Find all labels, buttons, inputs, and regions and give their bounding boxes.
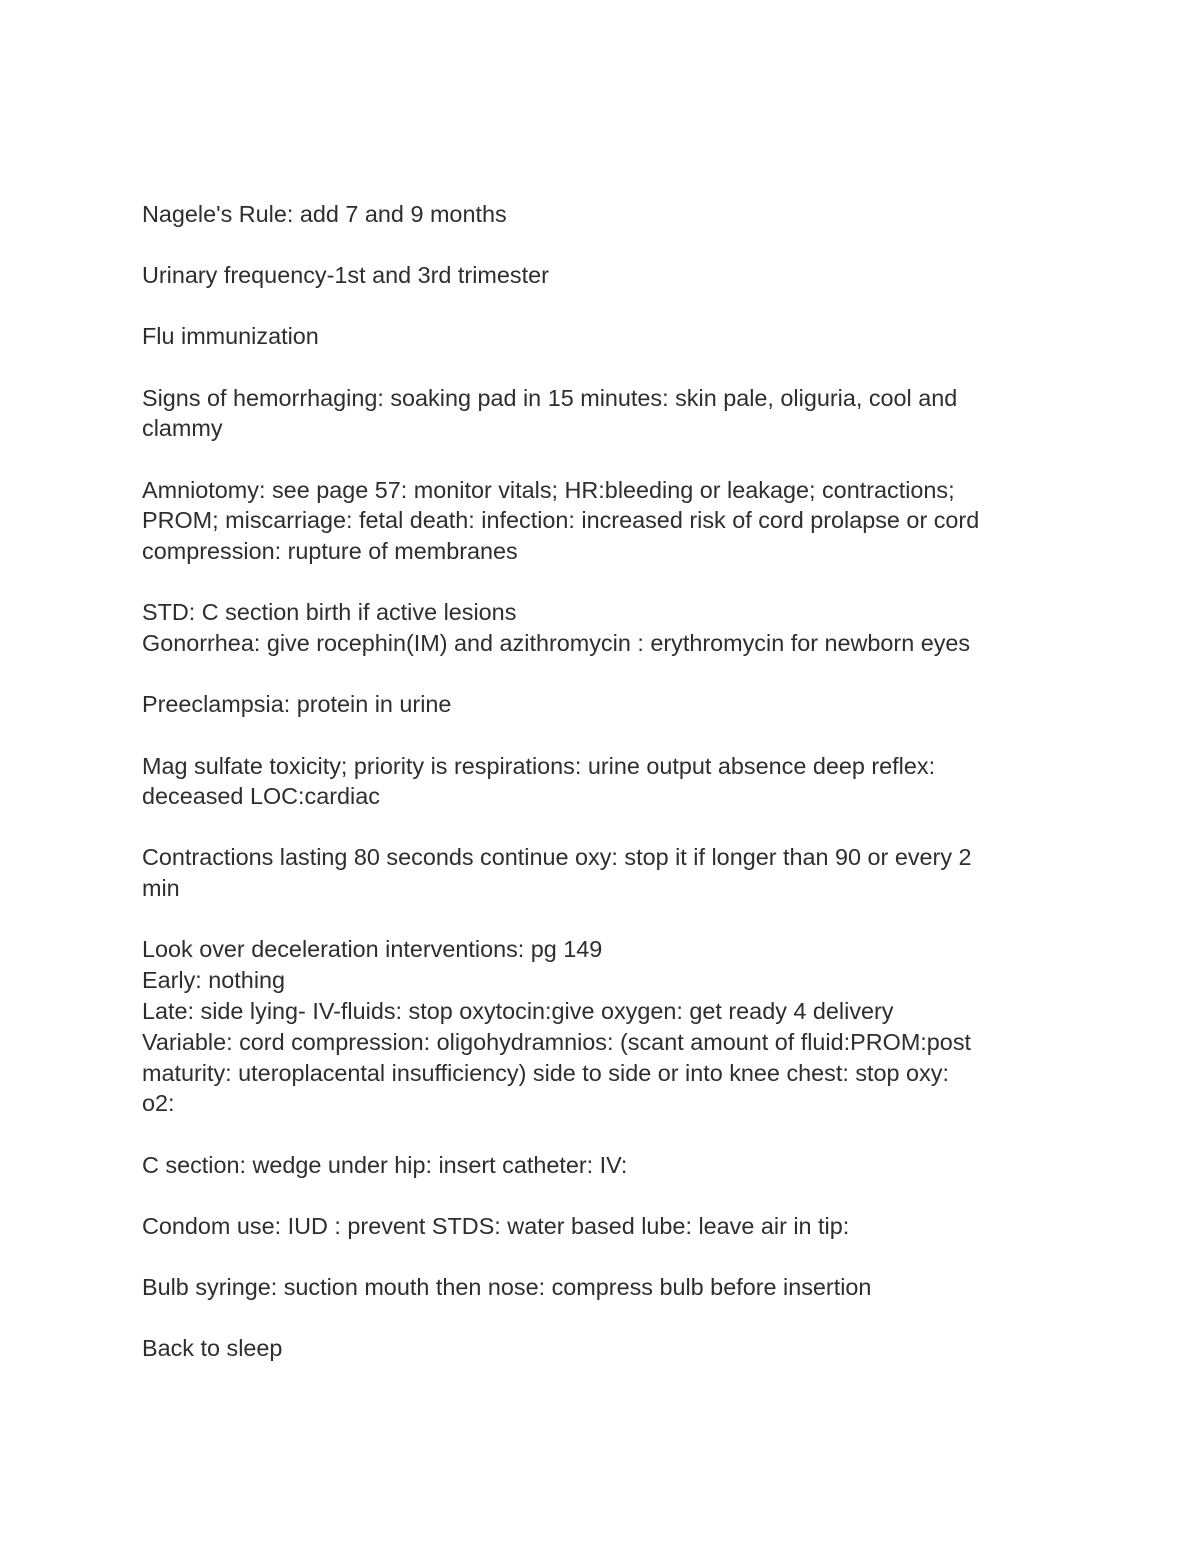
text-line: Nagele's Rule: add 7 and 9 months <box>142 201 507 227</box>
text-line: Look over deceleration interventions: pg 149 <box>142 936 603 963</box>
text-line: Mag sulfate toxicity; priority is respirations: urine output absence deep reflex: <box>142 752 936 779</box>
text-line: maturity: uteroplacental insufficiency) side to side or into knee chest: stop oxy: <box>142 1059 949 1086</box>
text-line: Signs of hemorrhaging: soaking pad in 15 minutes: skin pale, oliguria, cool and <box>142 384 958 411</box>
text-line: clammy <box>142 415 223 442</box>
text-line: Contractions lasting 80 seconds continue oxy: stop it if longer than 90 or every 2 <box>142 844 972 871</box>
text-line: C section: wedge under hip: insert catheter: IV: <box>142 1151 628 1178</box>
note-condom-use <box>142 1211 1072 1242</box>
note-contractions <box>142 842 1072 904</box>
document-body <box>142 199 1072 1394</box>
note-urinary-frequency <box>142 260 1072 291</box>
note-mag-sulfate <box>142 751 1072 813</box>
text-line: Flu immunization <box>142 323 319 350</box>
text-line: deceased LOC:cardiac <box>142 783 380 810</box>
text-line: Amniotomy: see page 57: monitor vitals; HR:bleeding or leakage; contractions; <box>142 476 955 503</box>
text-line: Variable: cord compression: oligohydramnios: (scant amount of fluid:PROM:post <box>142 1028 972 1055</box>
text-line: Late: side lying- IV-fluids: stop oxytocin:give oxygen: get ready 4 delivery <box>142 998 894 1025</box>
text-line: compression: rupture of membranes <box>142 538 518 565</box>
note-c-section <box>142 1150 1072 1181</box>
text-line: Bulb syringe: suction mouth then nose: compress bulb before insertion <box>142 1274 872 1301</box>
text-line: Gonorrhea: give rocephin(IM) and azithromycin : erythromycin for newborn eyes <box>142 630 971 657</box>
note-decelerations <box>142 934 1072 1119</box>
note-bulb-syringe <box>142 1272 1072 1303</box>
text-line: Preeclampsia: protein in urine <box>142 691 452 718</box>
note-std <box>142 597 1072 659</box>
note-hemorrhaging <box>142 383 1072 445</box>
text-line: Back to sleep <box>142 1335 283 1362</box>
text-line: PROM; miscarriage: fetal death: infection: increased risk of cord prolapse or cord <box>142 507 980 534</box>
text-line: STD: C section birth if active lesions <box>142 599 517 626</box>
note-nageles-rule <box>142 199 1072 230</box>
text-line: o2: <box>142 1090 175 1117</box>
note-flu-immunization <box>142 321 1072 352</box>
note-preeclampsia <box>142 689 1072 720</box>
text-line: Early: nothing <box>142 967 286 994</box>
text-line: Urinary frequency-1st and 3rd trimester <box>142 262 549 289</box>
note-amniotomy <box>142 475 1072 567</box>
text-line: Condom use: IUD : prevent STDS: water based lube: leave air in tip: <box>142 1212 850 1239</box>
note-back-to-sleep <box>142 1333 1072 1364</box>
text-line: min <box>142 875 180 902</box>
